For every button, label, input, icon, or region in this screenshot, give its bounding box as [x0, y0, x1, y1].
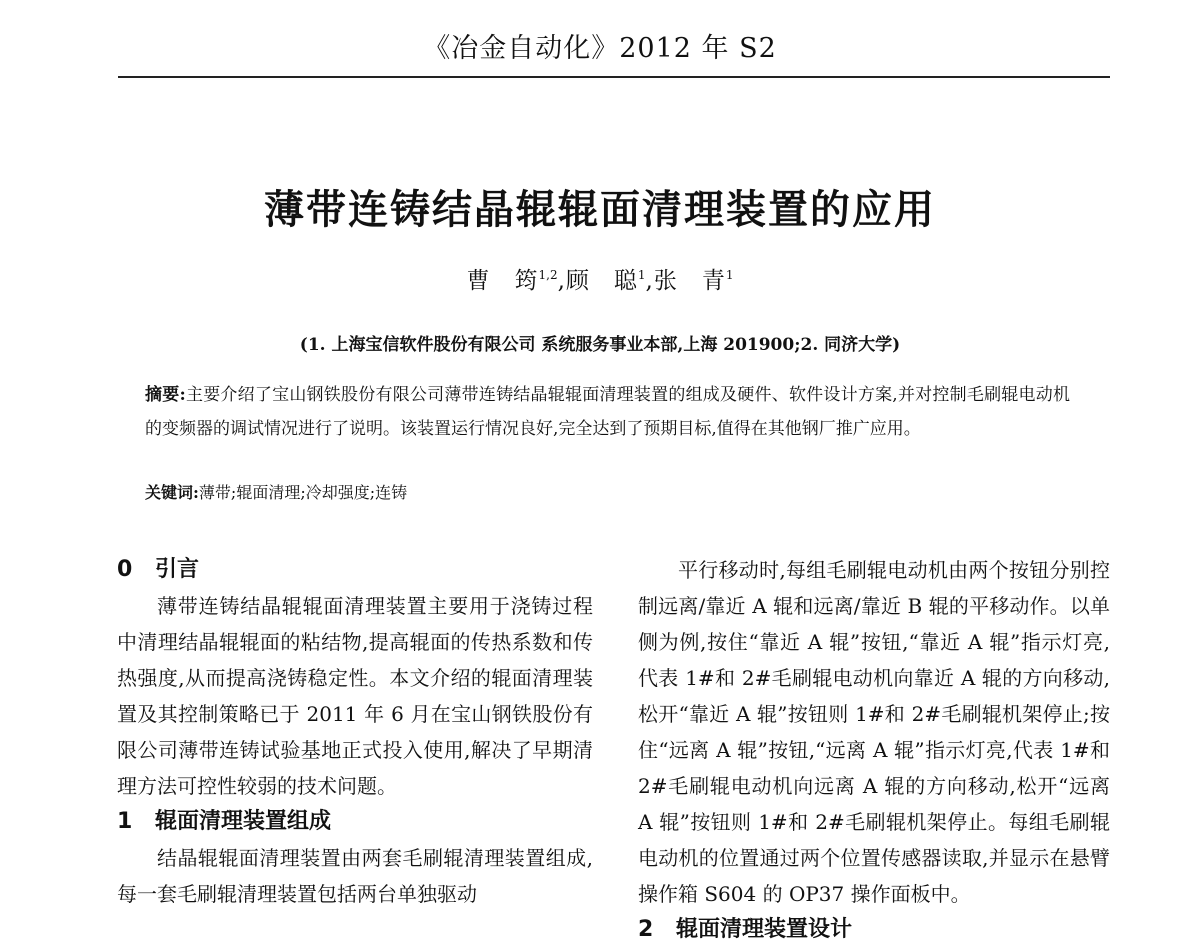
body-paragraph: 结晶辊辊面清理装置由两套毛刷辊清理装置组成,每一套毛刷辊清理装置包括两台单独驱动 [117, 846, 593, 906]
journal-header: 《冶金自动化》2012 年 S2 [423, 33, 777, 64]
section-title: 辊面清理装置设计 [676, 917, 853, 942]
section-heading [117, 552, 593, 588]
affiliation: (1. 上海宝信软件股份有限公司 系统服务事业本部,上海 201900;2. 同济大学) [299, 335, 901, 355]
author-name: 曹 筠 [466, 268, 539, 294]
paper-title: 薄带连铸结晶辊辊面清理装置的应用 [264, 187, 936, 233]
abstract-label: 摘要: [145, 385, 186, 405]
section-number: 2 [638, 917, 654, 942]
section-heading [638, 912, 1110, 948]
keywords-label: 关键词: [145, 483, 199, 502]
keywords [145, 478, 1070, 508]
section-title: 辊面清理装置组成 [155, 809, 332, 834]
right-column [638, 552, 1110, 948]
abstract [145, 378, 1070, 446]
left-column [117, 552, 593, 912]
abstract-text: 主要介绍了宝山钢铁股份有限公司薄带连铸结晶辊辊面清理装置的组成及硬件、软件设计方案,并对控制毛刷辊电动机的变频器的调试情况进行了说明。该装置运行情况良好,完全达到了预期目标,值得在其他钢厂推广应用。 [145, 385, 1070, 439]
author-list [0, 262, 1200, 295]
author-name: 张 青 [653, 268, 726, 294]
keywords-text: 薄带;辊面清理;冷却强度;连铸 [198, 483, 408, 502]
author-separator: , [645, 268, 654, 294]
author-name: 顾 聪 [565, 268, 638, 294]
body-paragraph: 薄带连铸结晶辊辊面清理装置主要用于浇铸过程中清理结晶辊辊面的粘结物,提高辊面的传热系数和传热强度,从而提高浇铸稳定性。本文介绍的辊面清理装置及其控制策略已于 2011 年 6 月在宝山钢铁股份有限公司薄带连铸试验基地正式投入使用,解决了早期清理方法可控性较弱的技术问题。 [117, 594, 593, 798]
author-affiliation-mark: 1 [725, 268, 734, 282]
header-rule [118, 76, 1110, 78]
author-affiliation-mark: 1,2 [538, 268, 558, 282]
author-separator: , [557, 268, 566, 294]
section-number: 0 [117, 557, 133, 582]
author-affiliation-mark: 1 [637, 268, 646, 282]
section-heading [117, 804, 593, 840]
section-number: 1 [117, 809, 133, 834]
section-title: 引言 [155, 557, 200, 582]
body-paragraph: 平行移动时,每组毛刷辊电动机由两个按钮分别控制远离/靠近 A 辊和远离/靠近 B 辊的平移动作。以单侧为例,按住“靠近 A 辊”按钮,“靠近 A 辊”指示灯亮,代表 1#和 2#毛刷辊电动机向靠近 A 辊的方向移动,松开“靠近 A 辊”按钮则 1#和 2#毛刷辊机架停止;按住“远离 A 辊”按钮,“远离 A 辊”指示灯亮,代表 1#和 2#毛刷辊电动机向远离 A 辊的方向移动,松开“远离 A 辊”按钮则 1#和 2#毛刷辊机架停止。每组毛刷辊电动机的位置通过两个位置传感器读取,并显示在悬臂操作箱 S604 的 OP37 操作面板中。 [638, 558, 1110, 906]
